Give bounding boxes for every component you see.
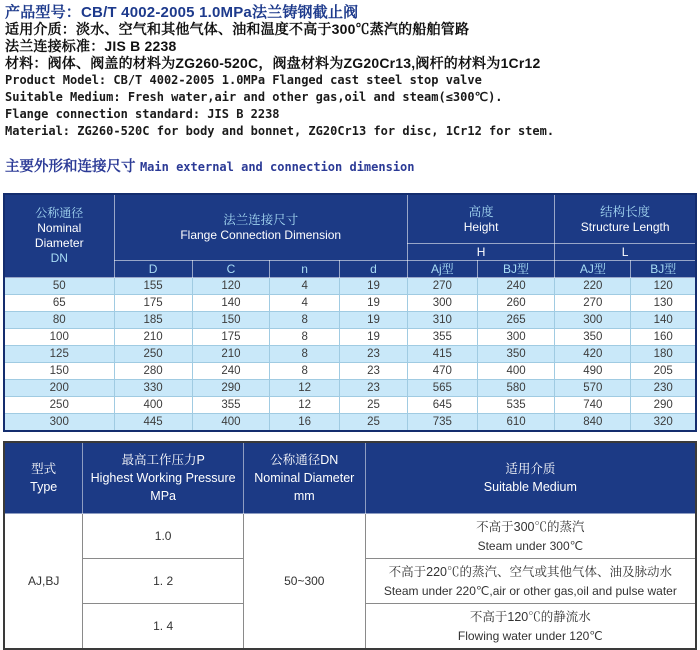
dimension-table-cell: 565: [407, 380, 477, 397]
dimension-table-cell: 120: [192, 278, 270, 295]
dimension-table-cell: 130: [631, 295, 696, 312]
dimension-table-cell: 8: [270, 363, 340, 380]
dimension-table-cell: 490: [555, 363, 631, 380]
spec-col-header-dn: 公称通径DN Nominal Diameter mm: [243, 442, 365, 514]
dimension-table-row: [4, 295, 696, 312]
dimension-table-cell: 25: [340, 397, 408, 414]
dimension-table-cell: 320: [631, 414, 696, 432]
dimension-table-cell: 180: [631, 346, 696, 363]
spec-table: [3, 441, 697, 650]
col-header-structure-length: 结构长度 Structure Length: [555, 194, 696, 244]
dimension-table-cell: 610: [477, 414, 555, 432]
dimension-table-cell: 240: [477, 278, 555, 295]
dimension-table-cell: 355: [192, 397, 270, 414]
dimension-table-cell: 19: [340, 329, 408, 346]
dimension-table-cell: 400: [477, 363, 555, 380]
dimension-table-cell: 265: [477, 312, 555, 329]
dimension-table-cell: 23: [340, 363, 408, 380]
section-title: [3, 155, 697, 176]
dimension-table-cell: 155: [114, 278, 192, 295]
dimension-table-row: [4, 363, 696, 380]
dimension-table-cell: 12: [270, 397, 340, 414]
dimension-table-cell: 4: [270, 295, 340, 312]
dimension-table: [3, 193, 697, 432]
dimension-table-row: [4, 397, 696, 414]
spec-col-header-type: 型式 Type: [4, 442, 83, 514]
spec-medium-value: 不高于220℃的蒸汽、空气或其他气体、油及脉动水 Steam under 220℃,air or other gas,oil and pulse water: [365, 559, 696, 604]
dimension-table-cell: 535: [477, 397, 555, 414]
dimension-table-cell: 350: [555, 329, 631, 346]
suitable-medium-zh: 适用介质：淡水、空气和其他气体、油和温度不高于300℃蒸汽的船舶管路: [5, 21, 470, 37]
dimension-table-cell: 25: [340, 414, 408, 432]
dimension-table-cell: 185: [114, 312, 192, 329]
col-header-l: L: [555, 244, 696, 261]
col-header-c: C: [192, 261, 270, 278]
dimension-table-cell: 175: [192, 329, 270, 346]
product-model-zh: 产品型号：CB/T 4002-2005 1.0MPa法兰铸钢截止阀: [5, 4, 359, 21]
dimension-table-cell: 270: [555, 295, 631, 312]
dimension-table-row: [4, 312, 696, 329]
spec-pressure-value: 1. 2: [83, 559, 244, 604]
dimension-table-cell: 400: [114, 397, 192, 414]
dimension-table-cell: 645: [407, 397, 477, 414]
dimension-table-cell: 270: [407, 278, 477, 295]
dimension-table-cell: 80: [4, 312, 114, 329]
dimension-table-cell: 23: [340, 346, 408, 363]
dimension-table-cell: 290: [631, 397, 696, 414]
dimension-table-cell: 300: [4, 414, 114, 432]
dimension-table-cell: 350: [477, 346, 555, 363]
dimension-table-cell: 19: [340, 278, 408, 295]
col-header-d-hole: d: [340, 261, 408, 278]
dimension-table-cell: 355: [407, 329, 477, 346]
dimension-table-cell: 150: [192, 312, 270, 329]
dimension-table-cell: 230: [631, 380, 696, 397]
col-header-height: 高度 Height: [407, 194, 554, 244]
dimension-table-row: [4, 346, 696, 363]
dimension-table-cell: 330: [114, 380, 192, 397]
col-header-height-aj: Aj型: [407, 261, 477, 278]
spec-type-value: AJ,BJ: [4, 514, 83, 650]
section-title-en: Main external and connection dimension: [139, 160, 415, 174]
dimension-table-cell: 470: [407, 363, 477, 380]
section-title-zh: 主要外形和连接尺寸: [5, 159, 136, 175]
dimension-table-row: [4, 278, 696, 295]
col-header-height-bj: BJ型: [477, 261, 555, 278]
dimension-table-cell: 50: [4, 278, 114, 295]
spec-pressure-value: 1.0: [83, 514, 244, 559]
dimension-table-cell: 445: [114, 414, 192, 432]
spec-medium-value: 不高于300℃的蒸汽 Steam under 300℃: [365, 514, 696, 559]
col-header-nominal-diameter: 公称通径 Nominal Diameter DN: [4, 194, 114, 278]
dimension-table-cell: 210: [114, 329, 192, 346]
dimension-table-cell: 175: [114, 295, 192, 312]
dimension-table-cell: 8: [270, 329, 340, 346]
dimension-table-cell: 8: [270, 312, 340, 329]
dimension-table-cell: 100: [4, 329, 114, 346]
dimension-table-cell: 120: [631, 278, 696, 295]
dimension-table-cell: 290: [192, 380, 270, 397]
dimension-table-cell: 415: [407, 346, 477, 363]
dimension-table-cell: 140: [631, 312, 696, 329]
dimension-table-cell: 220: [555, 278, 631, 295]
dimension-table-cell: 300: [555, 312, 631, 329]
dimension-table-cell: 580: [477, 380, 555, 397]
col-header-length-bj: BJ型: [631, 261, 696, 278]
dimension-table-cell: 150: [4, 363, 114, 380]
dimension-table-cell: 200: [4, 380, 114, 397]
col-header-h: H: [407, 244, 554, 261]
dimension-table-cell: 735: [407, 414, 477, 432]
spec-col-header-medium: 适用介质 Suitable Medium: [365, 442, 696, 514]
dimension-table-cell: 16: [270, 414, 340, 432]
spec-pressure-value: 1. 4: [83, 604, 244, 650]
dimension-table-cell: 205: [631, 363, 696, 380]
dimension-table-cell: 12: [270, 380, 340, 397]
dimension-table-cell: 260: [477, 295, 555, 312]
dimension-table-cell: 19: [340, 312, 408, 329]
dimension-table-cell: 300: [407, 295, 477, 312]
dimension-table-cell: 65: [4, 295, 114, 312]
dimension-table-cell: 280: [114, 363, 192, 380]
suitable-medium-en: Suitable Medium: Fresh water,air and other gas,oil and steam(≤300℃).: [5, 90, 503, 104]
dimension-table-cell: 250: [4, 397, 114, 414]
flange-standard-zh: 法兰连接标准：JIS B 2238: [5, 38, 177, 54]
dimension-table-cell: 240: [192, 363, 270, 380]
flange-standard-en: Flange connection standard: JIS B 2238: [5, 107, 280, 121]
dimension-table-cell: 19: [340, 295, 408, 312]
dimension-table-body: [4, 278, 696, 432]
material-en: Material: ZG260-520C for body and bonnet, ZG20Cr13 for disc, 1Cr12 for stem.: [5, 124, 555, 138]
dimension-table-row: [4, 414, 696, 432]
dimension-table-cell: 4: [270, 278, 340, 295]
dimension-table-cell: 140: [192, 295, 270, 312]
dimension-table-cell: 570: [555, 380, 631, 397]
col-header-d-outer: D: [114, 261, 192, 278]
dimension-table-cell: 250: [114, 346, 192, 363]
dimension-table-cell: 8: [270, 346, 340, 363]
dimension-table-row: [4, 329, 696, 346]
col-header-length-aj: AJ型: [555, 261, 631, 278]
spec-col-header-pressure: 最高工作压力P Highest Working Pressure MPa: [83, 442, 244, 514]
spec-row-1: [4, 514, 696, 559]
dimension-table-cell: 420: [555, 346, 631, 363]
col-header-n: n: [270, 261, 340, 278]
dimension-table-cell: 300: [477, 329, 555, 346]
dimension-table-cell: 125: [4, 346, 114, 363]
dimension-table-cell: 310: [407, 312, 477, 329]
spec-dn-value: 50~300: [243, 514, 365, 650]
dimension-table-cell: 210: [192, 346, 270, 363]
spec-medium-value: 不高于120℃的静流水 Flowing water under 120℃: [365, 604, 696, 650]
dimension-table-cell: 840: [555, 414, 631, 432]
dimension-table-cell: 160: [631, 329, 696, 346]
product-model-en: Product Model: CB/T 4002-2005 1.0MPa Flanged cast steel stop valve: [5, 73, 482, 87]
product-info-block: [3, 3, 697, 140]
dimension-table-cell: 23: [340, 380, 408, 397]
dimension-table-cell: 400: [192, 414, 270, 432]
col-header-flange-dimension: 法兰连接尺寸 Flange Connection Dimension: [114, 194, 407, 261]
dimension-table-row: [4, 380, 696, 397]
dimension-table-cell: 740: [555, 397, 631, 414]
material-zh: 材料：阀体、阀盖的材料为ZG260-520C，阀盘材料为ZG20Cr13,阀杆的材料为1Cr12: [5, 55, 541, 71]
